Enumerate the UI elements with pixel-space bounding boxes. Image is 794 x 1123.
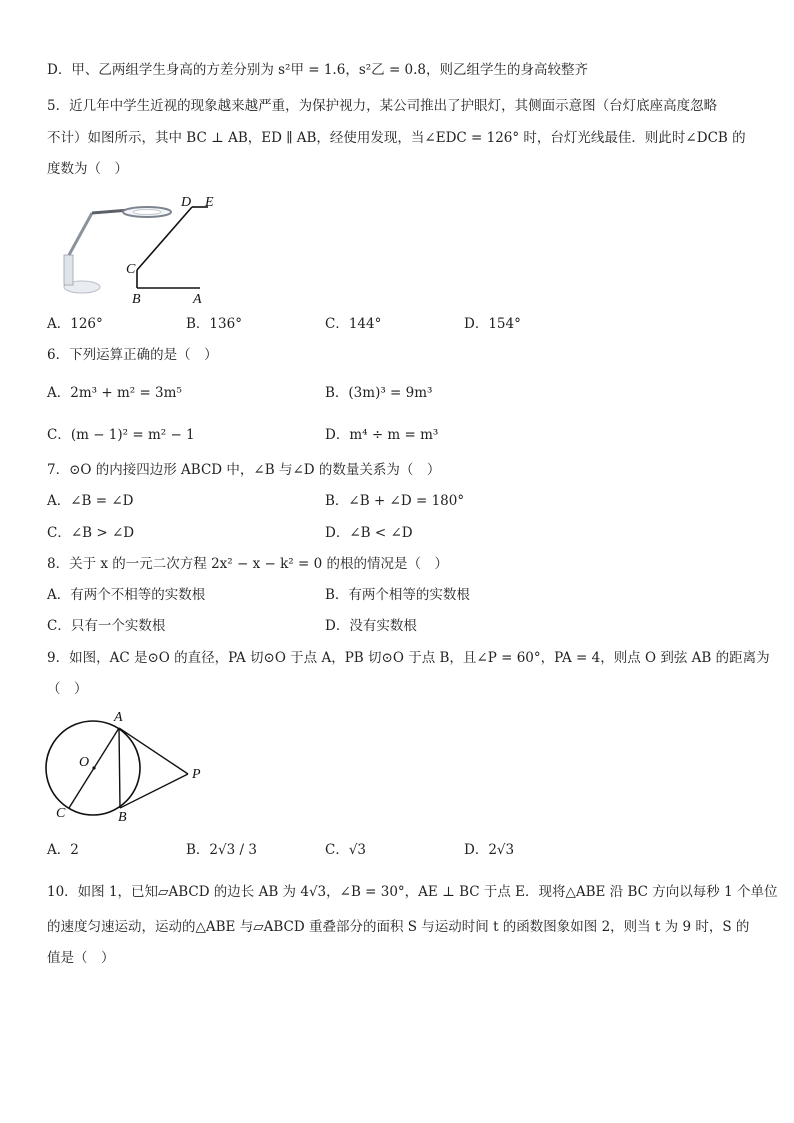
q10-stem-line1: 10．如图 1，已知▱ABCD 的边长 AB 为 4√3，∠B = 30°，AE ⊥ BC 于点 E．现将△ABE 沿 BC 方向以每秒 1 个单位 xyxy=(47,884,778,900)
label-o: O xyxy=(79,755,90,770)
center-point xyxy=(92,766,95,769)
q9-option-a: A．2 xyxy=(47,842,79,858)
q8-option-d: D．没有实数根 xyxy=(325,618,417,634)
label-e: E xyxy=(205,195,214,210)
q8-option-a: A．有两个不相等的实数根 xyxy=(47,587,206,603)
q6-option-d: D．m⁴ ÷ m = m³ xyxy=(325,427,439,443)
q7-stem: 7．⊙O 的内接四边形 ABCD 中，∠B 与∠D 的数量关系为（ ） xyxy=(47,462,441,478)
q8-stem: 8．关于 x 的一元二次方程 2x² − x − k² = 0 的根的情况是（ ） xyxy=(47,556,448,572)
q6-stem: 6．下列运算正确的是（ ） xyxy=(47,347,218,363)
q6-option-c: C．(m − 1)² = m² − 1 xyxy=(47,427,195,443)
tangent-pa xyxy=(119,728,188,774)
q9-option-b: B．2√3 / 3 xyxy=(186,842,257,858)
q8-option-c: C．只有一个实数根 xyxy=(47,618,166,634)
q7-option-b: B．∠B + ∠D = 180° xyxy=(325,493,465,509)
label-c: C xyxy=(56,806,66,821)
q5-option-b: B．136° xyxy=(186,316,242,332)
q5-figure xyxy=(50,195,220,310)
chord-ab xyxy=(119,728,120,808)
label-p: P xyxy=(192,767,201,782)
q9-figure xyxy=(45,705,215,830)
q9-option-d: D．2√3 xyxy=(464,842,515,858)
q10-stem-line2: 的速度匀速运动，运动的△ABE 与▱ABCD 重叠部分的面积 S 与运动时间 t 的函数图象如图 2，则当 t 为 9 时，S 的 xyxy=(47,919,750,935)
q5-option-a: A．126° xyxy=(47,316,103,332)
label-c: C xyxy=(126,262,136,277)
q9-option-c: C．√3 xyxy=(325,842,367,858)
q8-option-b: B．有两个相等的实数根 xyxy=(325,587,470,603)
label-a: A xyxy=(193,292,202,307)
q5-stem-line3: 度数为（ ） xyxy=(47,161,128,177)
q7-option-c: C．∠B > ∠D xyxy=(47,525,135,541)
label-b: B xyxy=(118,810,127,825)
q4-option-d: D．甲、乙两组学生身高的方差分别为 s²甲 = 1.6，s²乙 = 0.8，则乙组学生的身高较整齐 xyxy=(47,62,589,78)
q7-option-d: D．∠B < ∠D xyxy=(325,525,413,541)
label-d: D xyxy=(181,195,192,210)
q5-option-c: C．144° xyxy=(325,316,382,332)
q7-option-a: A．∠B = ∠D xyxy=(47,493,134,509)
q5-option-d: D．154° xyxy=(464,316,521,332)
tangent-pb xyxy=(120,774,188,808)
q9-stem-line2: （ ） xyxy=(47,681,88,697)
label-a: A xyxy=(114,710,123,725)
q6-option-b: B．(3m)³ = 9m³ xyxy=(325,385,433,401)
q9-stem-line1: 9．如图，AC 是⊙O 的直径，PA 切⊙O 于点 A，PB 切⊙O 于点 B，且∠P = 60°，PA = 4，则点 O 到弦 AB 的距离为 xyxy=(47,650,770,666)
q5-stem-line2: 不计）如图所示，其中 BC ⊥ AB，ED ∥ AB，经使用发现，当∠EDC = 126° 时，台灯光线最佳．则此时∠DCB 的 xyxy=(47,130,746,146)
label-b: B xyxy=(132,292,141,307)
q6-option-a: A．2m³ + m² = 3m⁵ xyxy=(47,385,182,401)
q10-stem-line3: 值是（ ） xyxy=(47,950,115,966)
q5-stem-line1: 5．近几年中学生近视的现象越来越严重，为保护视力，某公司推出了护眼灯，其侧面示意图（台灯底座高度忽略 xyxy=(47,98,718,114)
